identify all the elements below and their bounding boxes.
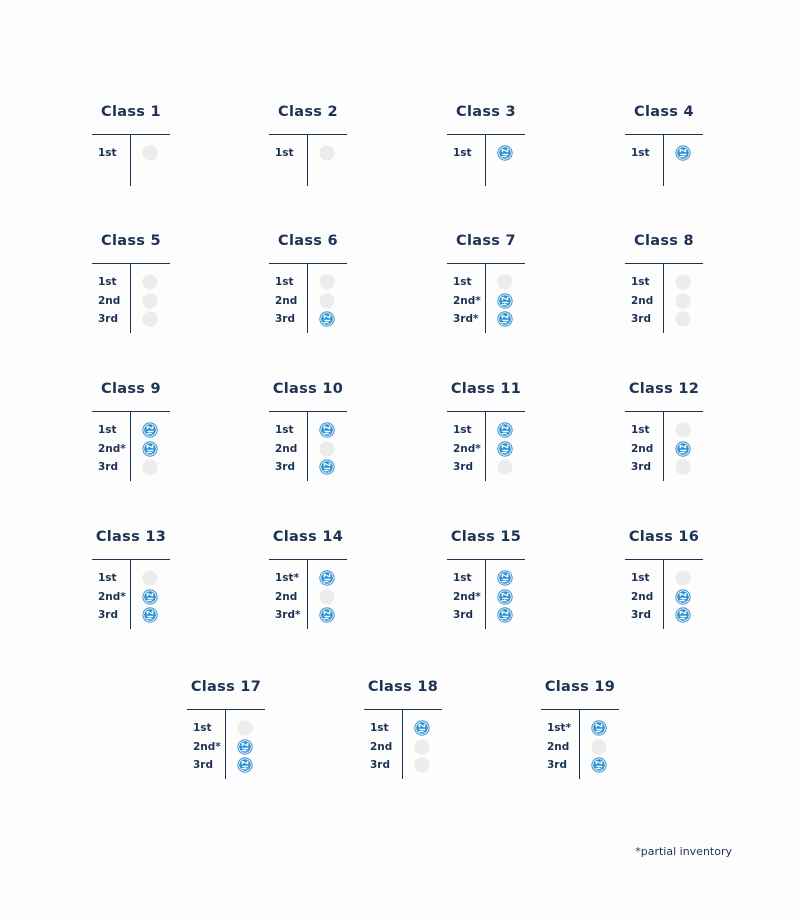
table-column-divider	[130, 411, 131, 481]
place-label: 1st	[631, 572, 650, 584]
place-label: 3rd	[98, 609, 119, 621]
place-label: 1st*	[547, 722, 572, 734]
place-label: 3rd	[453, 461, 474, 473]
place-label: 1st	[98, 147, 117, 159]
class-block	[364, 679, 442, 799]
class-title: Class 13	[95, 529, 167, 545]
empty-circle-icon	[142, 311, 158, 327]
north-sails-logo-icon	[142, 422, 158, 438]
place-label: 3rd	[631, 461, 652, 473]
empty-circle-icon	[497, 459, 513, 475]
empty-circle-icon	[497, 274, 513, 290]
class-block	[447, 381, 525, 501]
place-label: 1st	[631, 424, 650, 436]
empty-circle-icon	[142, 293, 158, 309]
north-sails-logo-icon	[319, 459, 335, 475]
class-block	[625, 529, 703, 649]
place-label: 2nd*	[193, 740, 221, 753]
north-sails-logo-icon	[497, 145, 513, 161]
class-block	[269, 233, 347, 353]
table-column-divider	[130, 134, 131, 186]
place-label: 3rd	[631, 313, 652, 325]
place-label: 2nd	[631, 442, 654, 455]
place-label: 3rd	[193, 759, 214, 771]
place-label: 1st	[631, 147, 650, 159]
place-label: 1st	[275, 147, 294, 159]
table-column-divider	[485, 134, 486, 186]
empty-circle-icon	[414, 757, 430, 773]
table-column-divider	[402, 709, 403, 779]
class-title: Class 2	[278, 104, 338, 120]
table-column-divider	[130, 559, 131, 629]
place-label: 3rd*	[453, 313, 479, 325]
place-label: 1st	[98, 572, 117, 584]
empty-circle-icon	[319, 293, 335, 309]
table-column-divider	[663, 263, 664, 333]
empty-circle-icon	[675, 311, 691, 327]
place-label: 3rd	[98, 461, 119, 473]
place-label: 1st	[98, 276, 117, 288]
place-label: 2nd*	[453, 294, 481, 307]
table-column-divider	[485, 411, 486, 481]
table-column-divider	[663, 134, 664, 186]
north-sails-logo-icon	[591, 720, 607, 736]
empty-circle-icon	[319, 441, 335, 457]
place-label: 3rd	[631, 609, 652, 621]
class-title: Class 4	[634, 104, 694, 120]
empty-circle-icon	[319, 274, 335, 290]
class-block	[541, 679, 619, 799]
place-label: 1st	[453, 424, 472, 436]
empty-circle-icon	[591, 739, 607, 755]
class-block	[92, 529, 170, 649]
place-label: 1st*	[275, 572, 300, 584]
table-column-divider	[307, 263, 308, 333]
class-title: Class 18	[367, 679, 439, 695]
place-label: 3rd*	[275, 609, 301, 621]
place-label: 3rd	[275, 313, 296, 325]
class-title: Class 3	[456, 104, 516, 120]
north-sails-logo-icon	[675, 441, 691, 457]
place-label: 3rd	[370, 759, 391, 771]
place-label: 3rd	[547, 759, 568, 771]
class-block	[447, 233, 525, 353]
place-label: 3rd	[98, 313, 119, 325]
place-label: 1st	[631, 276, 650, 288]
class-title: Class 7	[456, 233, 516, 249]
north-sails-logo-icon	[497, 422, 513, 438]
place-label: 2nd	[98, 294, 121, 307]
table-column-divider	[307, 134, 308, 186]
class-block	[187, 679, 265, 799]
place-label: 1st	[193, 722, 212, 734]
empty-circle-icon	[237, 720, 253, 736]
table-column-divider	[485, 263, 486, 333]
class-title: Class 17	[190, 679, 262, 695]
class-title: Class 10	[272, 381, 344, 397]
class-block	[92, 104, 170, 224]
class-title: Class 8	[634, 233, 694, 249]
class-title: Class 11	[450, 381, 522, 397]
north-sails-logo-icon	[142, 441, 158, 457]
north-sails-logo-icon	[497, 441, 513, 457]
table-column-divider	[485, 559, 486, 629]
class-block	[269, 381, 347, 501]
place-label: 3rd	[275, 461, 296, 473]
class-title: Class 12	[628, 381, 700, 397]
north-sails-logo-icon	[319, 422, 335, 438]
empty-circle-icon	[675, 459, 691, 475]
place-label: 2nd	[631, 294, 654, 307]
empty-circle-icon	[675, 422, 691, 438]
class-block	[269, 104, 347, 224]
place-label: 3rd	[453, 609, 474, 621]
table-column-divider	[579, 709, 580, 779]
table-column-divider	[225, 709, 226, 779]
empty-circle-icon	[414, 739, 430, 755]
place-label: 1st	[98, 424, 117, 436]
north-sails-logo-icon	[675, 145, 691, 161]
class-block	[447, 104, 525, 224]
north-sails-logo-icon	[237, 739, 253, 755]
place-label: 2nd*	[453, 442, 481, 455]
class-block	[447, 529, 525, 649]
place-label: 2nd*	[453, 590, 481, 603]
place-label: 1st	[275, 424, 294, 436]
north-sails-logo-icon	[414, 720, 430, 736]
class-block	[269, 529, 347, 649]
empty-circle-icon	[319, 589, 335, 605]
class-block	[92, 381, 170, 501]
class-title: Class 14	[272, 529, 344, 545]
place-label: 1st	[275, 276, 294, 288]
north-sails-logo-icon	[497, 607, 513, 623]
north-sails-logo-icon	[497, 570, 513, 586]
place-label: 2nd	[275, 442, 298, 455]
table-column-divider	[307, 411, 308, 481]
north-sails-logo-icon	[591, 757, 607, 773]
class-title: Class 9	[101, 381, 161, 397]
north-sails-logo-icon	[497, 293, 513, 309]
north-sails-logo-icon	[142, 607, 158, 623]
north-sails-logo-icon	[497, 311, 513, 327]
place-label: 2nd	[547, 740, 570, 753]
table-column-divider	[307, 559, 308, 629]
table-column-divider	[130, 263, 131, 333]
north-sails-logo-icon	[675, 607, 691, 623]
place-label: 1st	[453, 276, 472, 288]
place-label: 2nd*	[98, 442, 126, 455]
class-title: Class 16	[628, 529, 700, 545]
class-title: Class 1	[101, 104, 161, 120]
place-label: 1st	[370, 722, 389, 734]
place-label: 2nd	[370, 740, 393, 753]
north-sails-logo-icon	[319, 570, 335, 586]
place-label: 2nd	[275, 294, 298, 307]
footnote: *partial inventory	[635, 845, 732, 858]
class-block	[625, 233, 703, 353]
class-block	[625, 381, 703, 501]
class-title: Class 5	[101, 233, 161, 249]
empty-circle-icon	[142, 570, 158, 586]
table-column-divider	[663, 559, 664, 629]
place-label: 1st	[453, 147, 472, 159]
empty-circle-icon	[319, 145, 335, 161]
place-label: 2nd	[275, 590, 298, 603]
north-sails-logo-icon	[142, 589, 158, 605]
empty-circle-icon	[142, 145, 158, 161]
empty-circle-icon	[675, 274, 691, 290]
place-label: 2nd*	[98, 590, 126, 603]
class-title: Class 19	[544, 679, 616, 695]
north-sails-logo-icon	[497, 589, 513, 605]
class-title: Class 15	[450, 529, 522, 545]
empty-circle-icon	[675, 570, 691, 586]
table-column-divider	[663, 411, 664, 481]
empty-circle-icon	[675, 293, 691, 309]
north-sails-logo-icon	[675, 589, 691, 605]
place-label: 2nd	[631, 590, 654, 603]
north-sails-logo-icon	[319, 607, 335, 623]
class-block	[625, 104, 703, 224]
empty-circle-icon	[142, 274, 158, 290]
place-label: 1st	[453, 572, 472, 584]
class-title: Class 6	[278, 233, 338, 249]
class-block	[92, 233, 170, 353]
empty-circle-icon	[142, 459, 158, 475]
north-sails-logo-icon	[319, 311, 335, 327]
north-sails-logo-icon	[237, 757, 253, 773]
